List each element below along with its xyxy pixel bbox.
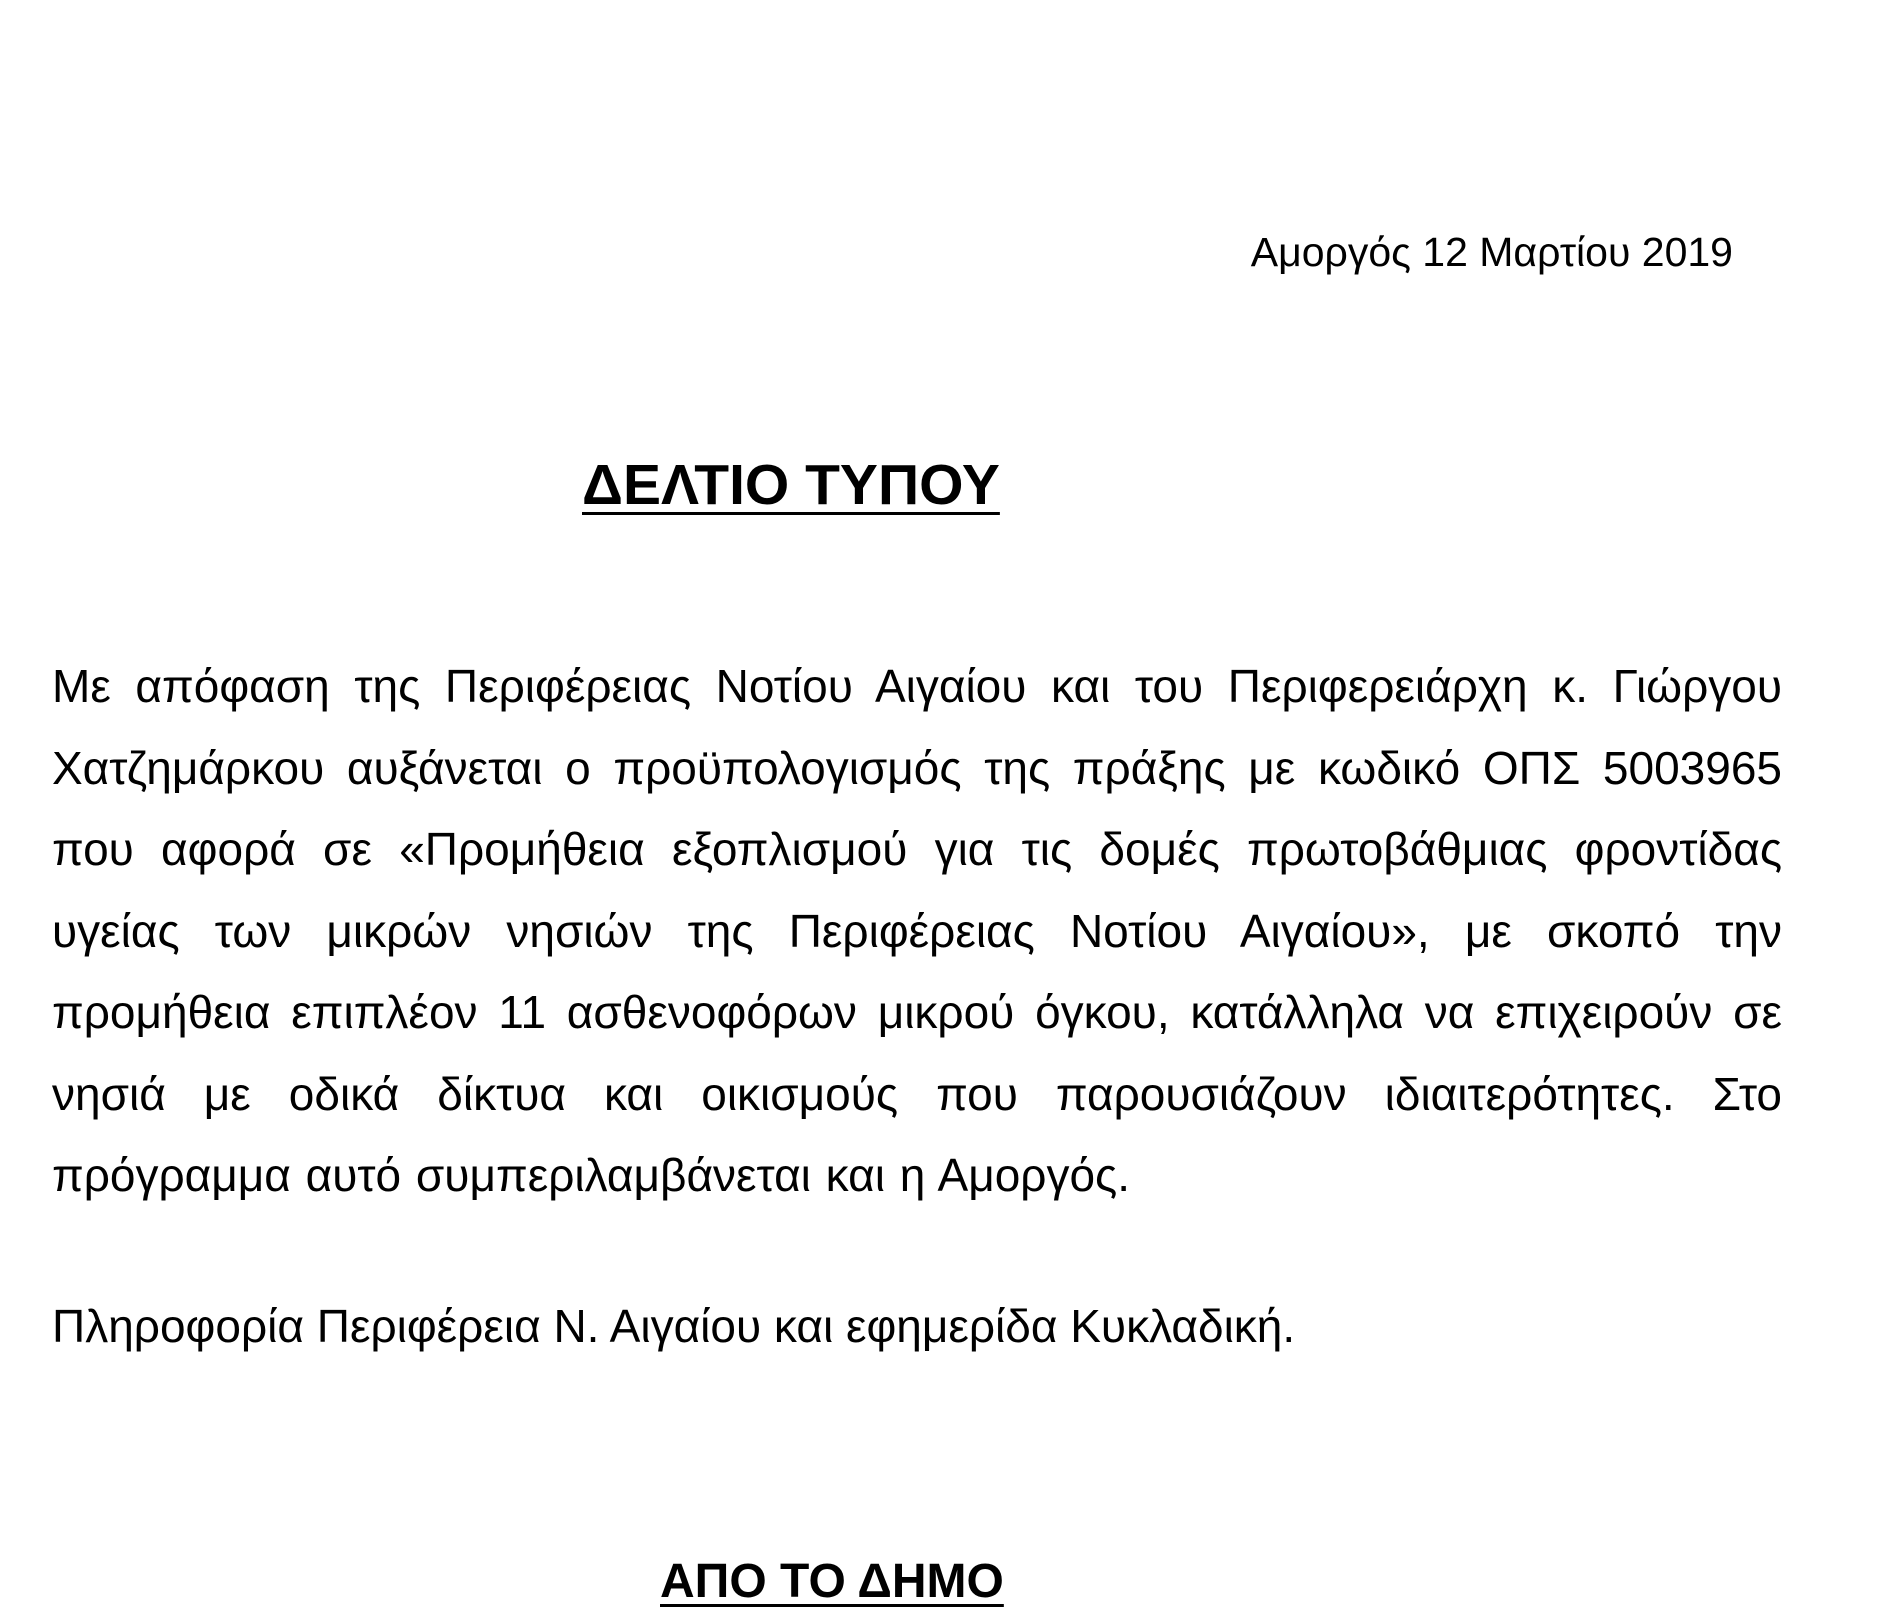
document-date: Αμοργός 12 Μαρτίου 2019 — [1250, 229, 1733, 275]
document-body-paragraph: Με απόφαση της Περιφέρειας Νοτίου Αιγαίου και του Περιφερειάρχη κ. Γιώργου Χατζημάρκου αυξάνεται ο προϋπολογισμός της πράξης με κωδικό ΟΠΣ 5003965 που αφορά σε «Προμήθεια εξοπλισμού για τις δομές πρωτοβάθμιας φροντίδας υγείας των μικρών νησιών της Περιφέρειας Νοτίου Αιγαίου», με σκοπό την προμήθεια επιπλέον 11 ασθενοφόρων μικρού όγκου, κατάλληλα να επιχειρούν σε νησιά με οδικά δίκτυα και οικισμούς που παρουσιάζουν ιδιαιτερότητες. Στο πρόγραμμα αυτό συμπεριλαμβάνεται και η Αμοργός. — [52, 660, 1782, 1201]
document-title: ΔΕΛΤΙΟ ΤΥΠΟΥ — [582, 453, 1000, 517]
document-signature: ΑΠΟ ΤΟ ΔΗΜΟ — [660, 1555, 1004, 1608]
document-source-info: Πληροφορία Περιφέρεια Ν. Αιγαίου και εφημερίδα Κυκλαδική. — [52, 1300, 1296, 1352]
